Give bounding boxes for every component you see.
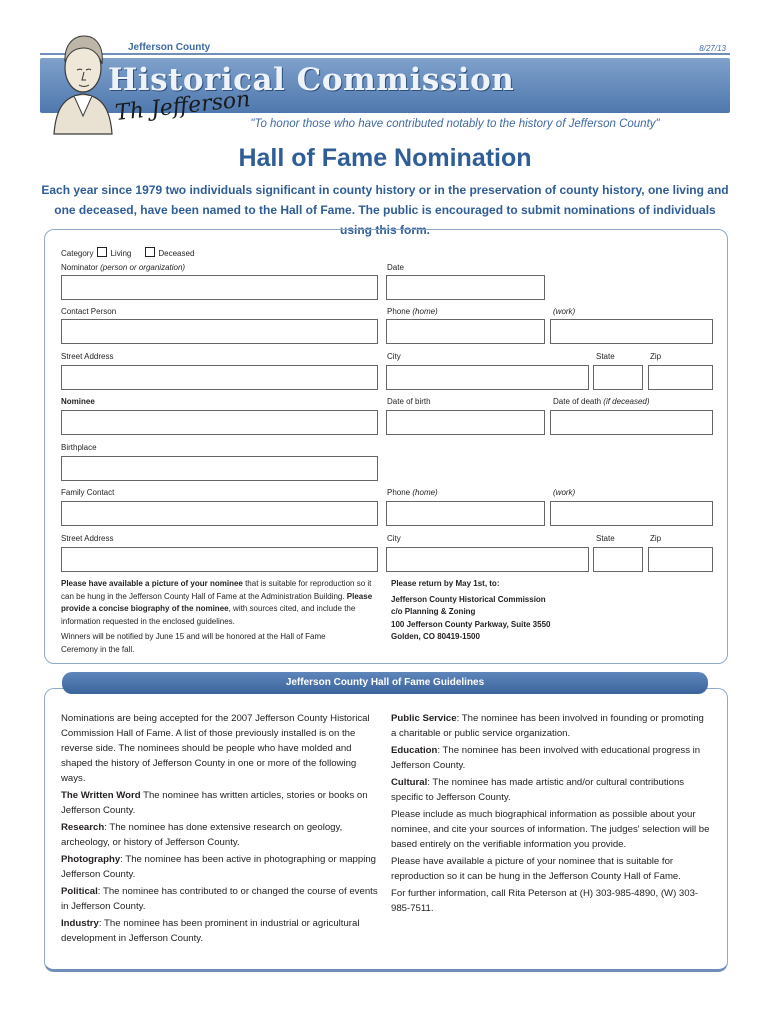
nominator-label: Nominator <box>61 263 98 272</box>
phone-home-label-group <box>387 307 438 316</box>
family-contact-field[interactable] <box>61 501 378 526</box>
jefferson-signature: Th Jefferson <box>114 86 252 127</box>
motto: "To honor those who have contributed notably to the history of Jefferson County" <box>250 118 660 130</box>
return-label: Please return by May 1st, to: <box>391 579 500 588</box>
dod-note: (if deceased) <box>603 397 650 406</box>
dob-label: Date of birth <box>387 397 431 406</box>
return-block <box>391 578 711 644</box>
closing-paragraph: Please include as much biographical information as possible about your nominee, and cite your sources of information. The judges' selection will be based entirely on the verifiable information you provide. <box>391 809 710 850</box>
state-label: State <box>596 352 615 361</box>
phone-home-field[interactable] <box>386 319 545 344</box>
closing-paragraph: For further information, call Rita Peterson at (H) 303-985-4890, (W) 303-985-7511. <box>391 888 699 914</box>
city-field[interactable] <box>386 365 589 390</box>
bio-bold: Please provide a concise biography of the nominee <box>61 591 373 613</box>
guideline-item <box>61 916 379 946</box>
guidelines-left-column <box>61 711 379 948</box>
street-address-label: Street Address <box>61 352 114 361</box>
guideline-text: : The nominee has contributed to or changed the course of events in Jefferson County. <box>61 886 378 912</box>
birthplace-field[interactable] <box>61 456 378 481</box>
dod-label: Date of death <box>553 397 602 406</box>
work-note-text: (work) <box>553 307 576 316</box>
guideline-text: The nominee has written articles, stories or books on Jefferson County. <box>61 790 368 816</box>
guideline-term: Public Service <box>391 713 457 724</box>
nominee-field[interactable] <box>61 410 378 435</box>
return-line: Golden, CO 80419-1500 <box>391 632 480 641</box>
date-field[interactable] <box>386 275 545 300</box>
guidelines-right-column <box>391 711 711 918</box>
guideline-term: Research <box>61 822 105 833</box>
family-state-label: State <box>596 534 615 543</box>
guideline-term: Political <box>61 886 98 897</box>
city-label: City <box>387 352 401 361</box>
family-city-label: City <box>387 534 401 543</box>
family-phone-home-field[interactable] <box>386 501 545 526</box>
dod-field[interactable] <box>550 410 713 435</box>
guideline-text: : The nominee has been prominent in industrial or agricultural development in Jefferson County. <box>61 918 360 944</box>
zip-label: Zip <box>650 352 662 361</box>
living-checkbox[interactable] <box>97 247 107 257</box>
return-line: 100 Jefferson County Parkway, Suite 3550 <box>391 619 551 629</box>
family-home-note: (home) <box>412 488 438 497</box>
family-street-address-label: Street Address <box>61 534 114 543</box>
guideline-item <box>61 884 379 914</box>
nominator-note: (person or organization) <box>100 263 186 272</box>
return-line: Jefferson County Historical Commission <box>391 594 546 604</box>
nominee-label: Nominee <box>61 397 95 406</box>
guideline-item <box>61 820 379 850</box>
family-city-field[interactable] <box>386 547 589 572</box>
guideline-term: Cultural <box>391 777 428 788</box>
zip-field[interactable] <box>648 365 713 390</box>
family-street-address-field[interactable] <box>61 547 378 572</box>
contact-person-label: Contact Person <box>61 307 117 316</box>
family-phone-label: Phone <box>387 488 411 497</box>
winners-text: Winners will be notified by June 15 and will be honored at the Hall of Fame Ceremony in the fall. <box>61 632 326 654</box>
category-label: Category <box>61 249 94 258</box>
guideline-text: : The nominee has made artistic and/or cultural contributions specific to Jefferson County. <box>391 777 685 803</box>
page-title: Hall of Fame Nomination <box>238 144 532 172</box>
phone-work-field[interactable] <box>550 319 713 344</box>
birthplace-label: Birthplace <box>61 443 97 452</box>
category-row <box>61 247 194 258</box>
family-work-note-text: (work) <box>553 488 576 497</box>
county-name: Jefferson County <box>128 42 211 53</box>
picture-rest: that is suitable for reproduction so it can be hung in the Jefferson County Hall of Fame at the Administration Building. <box>61 579 372 601</box>
picture-instructions <box>61 578 379 628</box>
guideline-text: : The nominee has been involved in founding or promoting a charitable or public service organization. <box>391 713 704 739</box>
family-work-note <box>553 488 575 497</box>
date-label: Date <box>387 263 404 272</box>
family-phone-home-label-group <box>387 488 438 497</box>
dod-label-group <box>553 397 650 406</box>
nominator-label-group <box>61 263 185 272</box>
guidelines-intro: Nominations are being accepted for the 2007 Jefferson County Historical Commission Hall of Fame. A list of those previously installed is on the reverse side. The nominees should be people who have molded and shaped the history of Jefferson County in one or more of the following ways. <box>61 713 370 784</box>
revision-date: 8/27/13 <box>699 44 726 53</box>
home-note: (home) <box>412 307 438 316</box>
guideline-term: Photography <box>61 854 121 865</box>
return-line: c/o Planning & Zoning <box>391 607 476 616</box>
family-state-field[interactable] <box>593 547 643 572</box>
closing-paragraph: Please have available a picture of your nominee that is suitable for reproduction so it can be hung in the Jefferson County Hall of Fame. <box>391 856 681 882</box>
contact-person-field[interactable] <box>61 319 378 344</box>
guidelines-heading: Jefferson County Hall of Fame Guidelines <box>62 672 708 694</box>
work-note <box>553 307 575 316</box>
family-phone-work-field[interactable] <box>550 501 713 526</box>
picture-bold: Please have available a picture of your nominee <box>61 579 243 588</box>
guideline-item <box>61 788 379 818</box>
banner-title: Historical Commission <box>108 62 515 98</box>
bio-rest: , with sources cited, and include the information requested in the enclosed guidelines. <box>61 604 356 626</box>
guideline-item <box>391 743 711 773</box>
guideline-item <box>61 852 379 882</box>
guideline-term: The Written Word <box>61 790 141 801</box>
deceased-checkbox[interactable] <box>145 247 155 257</box>
guideline-text: : The nominee has been active in photographing or mapping Jefferson County. <box>61 854 377 880</box>
guideline-text: : The nominee has done extensive research on geology, archeology, or history of Jefferson County. <box>61 822 343 848</box>
state-field[interactable] <box>593 365 643 390</box>
nominator-field[interactable] <box>61 275 378 300</box>
guideline-term: Industry <box>61 918 99 929</box>
family-zip-label: Zip <box>650 534 662 543</box>
family-zip-field[interactable] <box>648 547 713 572</box>
street-address-field[interactable] <box>61 365 378 390</box>
intro-text: Each year since 1979 two individuals significant in county history or in the preservation of county history, one living and one deceased, have been named to the Hall of Fame. The public is encouraged to submit nominations of individuals using this form. <box>41 183 729 237</box>
living-label: Living <box>110 249 132 258</box>
dob-field[interactable] <box>386 410 545 435</box>
guideline-text: : The nominee has been involved with educational progress in Jefferson County. <box>391 745 701 771</box>
family-contact-label: Family Contact <box>61 488 115 497</box>
header-rule <box>40 53 730 55</box>
phone-label: Phone <box>387 307 411 316</box>
deceased-label: Deceased <box>158 249 195 258</box>
guideline-term: Education <box>391 745 438 756</box>
guideline-item <box>391 775 711 805</box>
guideline-item <box>391 711 711 741</box>
